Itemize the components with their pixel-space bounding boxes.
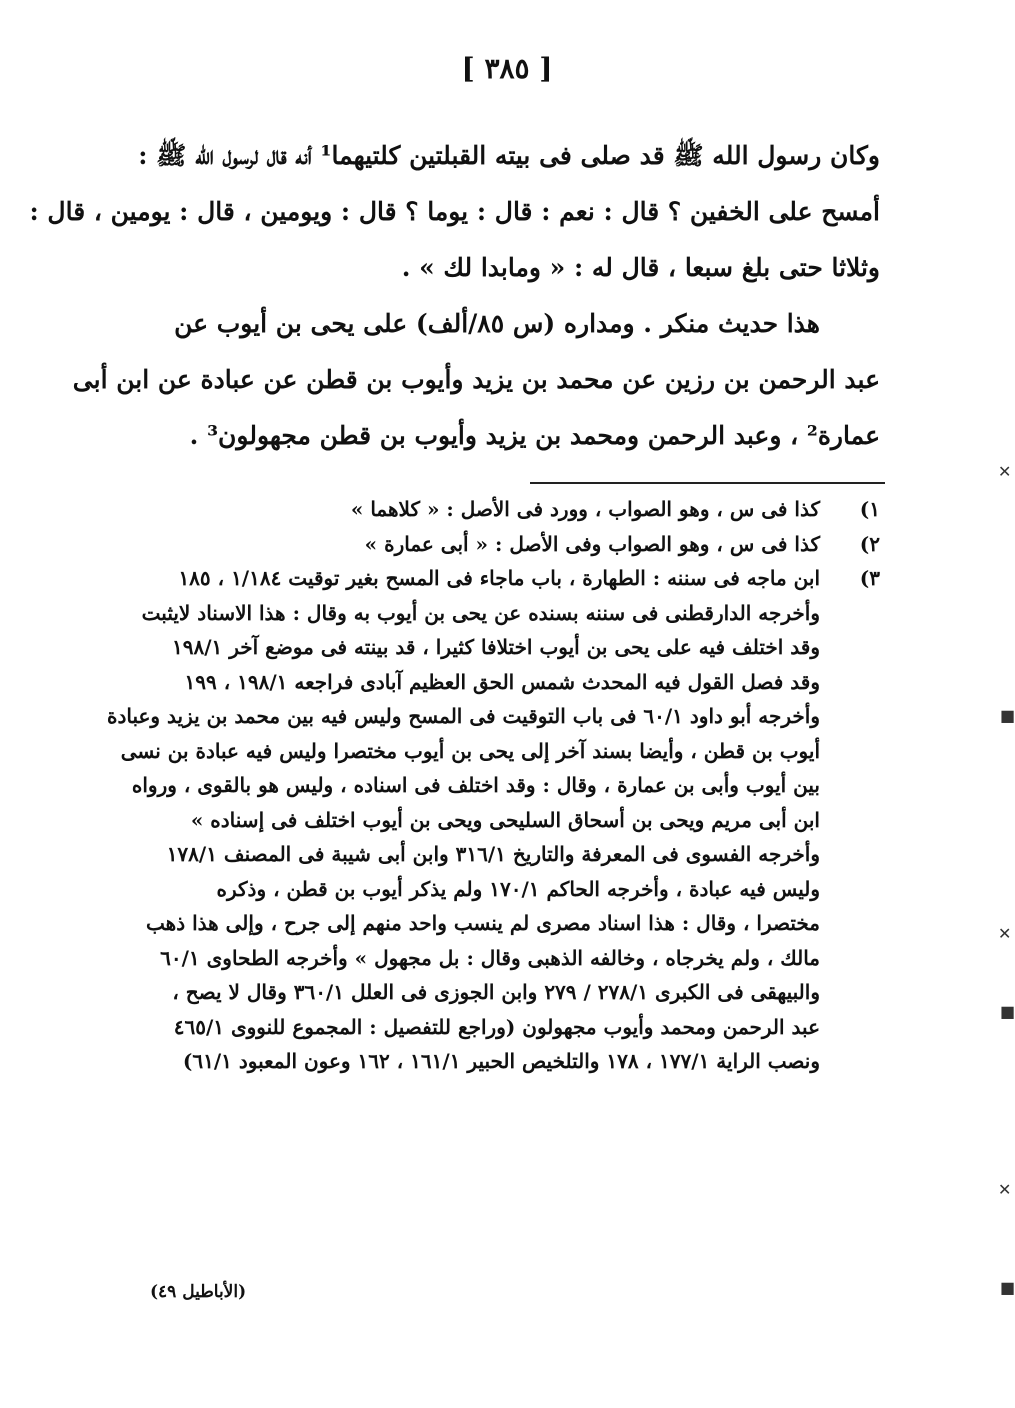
main-text <box>29 128 880 464</box>
footnote-3-line: مالك ، ولم يخرجاه ، وخالفه الذهبى وقال : بل مجهول » وأخرجه الطحاوى ٦٠/١ <box>160 945 820 970</box>
footnote-3-line: وليس فيه عبادة ، وأخرجه الحاكم ١٧٠/١ ولم يذكر أيوب بن قطن ، وذكره <box>216 876 820 901</box>
scan-mark-icon: ✕ <box>998 462 1012 481</box>
footnote-3 <box>110 561 880 596</box>
main-text-line: وثلاثا حتى بلغ سبعا ، قال له : « ومابدا لك » . <box>401 253 880 282</box>
footnote-divider <box>530 482 885 484</box>
footnote-3-line: أيوب بن قطن ، وأيضا بسند آخر إلى يحى بن أيوب مختصرا وليس فيه عبادة بن نسى <box>120 738 820 763</box>
footnote-text: كذا فى س ، وهو الصواب وفى الأصل : « أبى عمارة » <box>364 531 820 556</box>
footnote-3-line: وأخرجه الدارقطنى فى سننه بسنده عن يحى بن أيوب به وقال : هذا الاسناد لايثبت <box>141 600 820 625</box>
main-text-line: أمسح على الخفين ؟ قال : نعم : قال : يوما ؟ قال : ويومين ، قال : يومين ، قال : <box>29 197 880 226</box>
main-text-line: وكان رسول الله ﷺ قد صلى فى بيته القبلتين كلتيهما¹ أنه قال لرسول الله ﷺ : <box>138 141 880 170</box>
footnotes <box>106 492 880 1079</box>
footnote-2 <box>110 527 880 562</box>
footnote-3-line: وأخرجه الفسوى فى المعرفة والتاريخ ٣١٦/١ وابن أبى شيبة فى المصنف ١٧٨/١ <box>166 842 820 866</box>
signature-mark: (الأباطيل ٤٩) <box>150 1282 247 1302</box>
footnote-3-line: وقد فصل القول فيه المحدث شمس الحق العظيم آبادى فراجعه ١٩٨/١ ، ١٩٩ <box>184 669 820 694</box>
main-text-line: هذا حديث منكر . ومداره (س ٨٥/ألف) على يحى بن أيوب عن <box>174 309 820 338</box>
scan-mark-icon: ■ <box>1000 706 1015 725</box>
footnote-1 <box>110 492 880 527</box>
footnote-3-line: ابن أبى مريم ويحى بن أسحاق السليحى ويحى بن أيوب اختلف فى إسناده » <box>190 807 820 832</box>
footnote-text: كذا فى س ، وهو الصواب ، وورد فى الأصل : « كلاهما » <box>350 497 820 521</box>
scan-mark-icon: ✕ <box>998 924 1012 943</box>
scan-mark-icon: ✕ <box>998 1180 1012 1199</box>
scan-mark-icon: ■ <box>1000 1002 1015 1021</box>
footnote-3-line: والبيهقى فى الكبرى ٢٧٨/١ / ٢٧٩ وابن الجوزى فى العلل ٣٦٠/١ وقال لا يصح ، <box>172 980 820 1004</box>
scan-mark-icon: ■ <box>1000 1278 1015 1297</box>
footnote-3-line: عبد الرحمن ومحمد وأيوب مجهولون (وراجع للتفصيل : المجموع للنووى ٤٦٥/١ <box>173 1014 820 1039</box>
footnote-3-line: وأخرجه أبو داود ٦٠/١ فى باب التوقيت فى المسح وليس فيه بين محمد بن يزيد وعبادة <box>106 704 820 728</box>
footnote-3-line: وقد اختلف فيه على يحى بن أيوب اختلافا كثيرا ، قد بينته فى موضع آخر ١٩٨/١ <box>172 635 820 659</box>
main-text-line: عبد الرحمن بن رزين عن محمد بن يزيد وأيوب بن قطن عن عبادة عن ابن أبى <box>72 365 880 394</box>
footnote-number: ١) <box>859 497 880 521</box>
main-text-line: عمارة² ، وعبد الرحمن ومحمد بن يزيد وأيوب بن قطن مجهولون³ . <box>189 421 880 450</box>
footnote-number: ٣) <box>859 566 880 590</box>
footnote-text: ابن ماجه فى سننه : الطهارة ، باب ماجاء فى المسح بغير توقيت ١/١٨٤ ، ١٨٥ <box>178 566 820 590</box>
footnote-3-line: مختصرا ، وقال : هذا اسناد مصرى لم ينسب واحد منهم إلى جرح ، وإلى هذا ذهب <box>146 911 820 935</box>
footnote-3-line: ونصب الراية ١٧٧/١ ، ١٧٨ والتلخيص الحبير ١٦١/١ ، ١٦٢ وعون المعبود ٦١/١) <box>182 1049 820 1073</box>
footnote-number: ٢) <box>859 531 880 556</box>
page-number: [ ٣٨٥ ] <box>461 52 553 85</box>
footnote-3-line: بين أيوب وأبى بن عمارة ، وقال : وقد اختلف فى اسناده ، وليس هو بالقوى ، ورواه <box>131 773 820 797</box>
